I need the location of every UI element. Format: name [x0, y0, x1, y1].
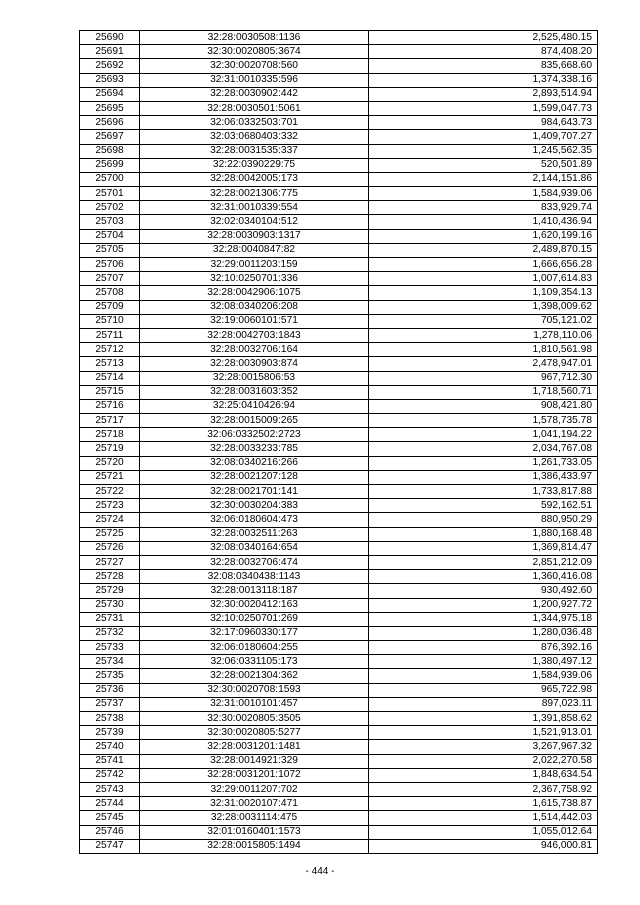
cadastral-number-cell: 32:28:0030902:442	[140, 87, 369, 101]
cadastral-number-cell: 32:28:0031114:475	[140, 811, 369, 825]
table-row	[80, 399, 598, 413]
row-number-cell: 25731	[80, 612, 140, 626]
row-number-cell: 25701	[80, 187, 140, 201]
amount-cell: 1,386,433.97	[369, 470, 598, 484]
table-row	[80, 187, 598, 201]
row-number-cell: 25713	[80, 357, 140, 371]
table-row	[80, 669, 598, 683]
cadastral-number-cell: 32:31:0010101:457	[140, 697, 369, 711]
amount-cell: 2,489,870.15	[369, 243, 598, 257]
table-row	[80, 130, 598, 144]
amount-cell: 965,722.98	[369, 683, 598, 697]
table-row	[80, 584, 598, 598]
cadastral-number-cell: 32:17:0960330:177	[140, 626, 369, 640]
row-number-cell: 25705	[80, 243, 140, 257]
table-body	[80, 31, 598, 854]
data-table	[79, 30, 598, 854]
row-number-cell: 25737	[80, 697, 140, 711]
row-number-cell: 25736	[80, 683, 140, 697]
amount-cell: 2,893,514.94	[369, 87, 598, 101]
table-row	[80, 201, 598, 215]
row-number-cell: 25697	[80, 130, 140, 144]
cadastral-number-cell: 32:06:0180604:473	[140, 513, 369, 527]
table-row	[80, 414, 598, 428]
amount-cell: 520,501.89	[369, 158, 598, 172]
row-number-cell: 25712	[80, 343, 140, 357]
row-number-cell: 25700	[80, 172, 140, 186]
table-row	[80, 371, 598, 385]
cadastral-number-cell: 32:28:0032706:164	[140, 343, 369, 357]
amount-cell: 1,666,656.28	[369, 258, 598, 272]
cadastral-number-cell: 32:28:0031603:352	[140, 385, 369, 399]
amount-cell: 984,643.73	[369, 116, 598, 130]
table-row	[80, 73, 598, 87]
table-row	[80, 343, 598, 357]
table-row	[80, 314, 598, 328]
cadastral-number-cell: 32:28:0014921:329	[140, 754, 369, 768]
row-number-cell: 25690	[80, 31, 140, 45]
row-number-cell: 25693	[80, 73, 140, 87]
table-row	[80, 158, 598, 172]
amount-cell: 2,478,947.01	[369, 357, 598, 371]
amount-cell: 1,848,634.54	[369, 768, 598, 782]
row-number-cell: 25695	[80, 101, 140, 115]
cadastral-number-cell: 32:06:0332502:2723	[140, 428, 369, 442]
cadastral-number-cell: 32:28:0031201:1072	[140, 768, 369, 782]
table-row	[80, 797, 598, 811]
row-number-cell: 25726	[80, 541, 140, 555]
table-row	[80, 59, 598, 73]
row-number-cell: 25728	[80, 570, 140, 584]
amount-cell: 1,007,614.83	[369, 272, 598, 286]
table-row	[80, 570, 598, 584]
amount-cell: 1,374,338.16	[369, 73, 598, 87]
cadastral-number-cell: 32:28:0042906:1075	[140, 286, 369, 300]
table-row	[80, 243, 598, 257]
table-row	[80, 328, 598, 342]
table-row	[80, 726, 598, 740]
cadastral-number-cell: 32:28:0021304:362	[140, 669, 369, 683]
cadastral-number-cell: 32:31:0020107:471	[140, 797, 369, 811]
cadastral-number-cell: 32:06:0180604:255	[140, 641, 369, 655]
table-row	[80, 641, 598, 655]
amount-cell: 908,421.80	[369, 399, 598, 413]
row-number-cell: 25692	[80, 59, 140, 73]
row-number-cell: 25710	[80, 314, 140, 328]
row-number-cell: 25734	[80, 655, 140, 669]
table-row	[80, 740, 598, 754]
row-number-cell: 25716	[80, 399, 140, 413]
amount-cell: 1,344,975.18	[369, 612, 598, 626]
row-number-cell: 25742	[80, 768, 140, 782]
amount-cell: 2,367,758.92	[369, 782, 598, 796]
cadastral-number-cell: 32:08:0340216:266	[140, 456, 369, 470]
amount-cell: 1,360,416.08	[369, 570, 598, 584]
cadastral-number-cell: 32:28:0015805:1494	[140, 839, 369, 853]
row-number-cell: 25722	[80, 485, 140, 499]
cadastral-number-cell: 32:22:0390229:75	[140, 158, 369, 172]
cadastral-number-cell: 32:06:0332503:701	[140, 116, 369, 130]
cadastral-number-cell: 32:10:0250701:336	[140, 272, 369, 286]
cadastral-number-cell: 32:28:0031535:337	[140, 144, 369, 158]
cadastral-number-cell: 32:30:0020805:3674	[140, 45, 369, 59]
row-number-cell: 25691	[80, 45, 140, 59]
amount-cell: 946,000.81	[369, 839, 598, 853]
table-row	[80, 272, 598, 286]
amount-cell: 2,851,212.09	[369, 555, 598, 569]
row-number-cell: 25704	[80, 229, 140, 243]
cadastral-number-cell: 32:19:0060101:571	[140, 314, 369, 328]
table-row	[80, 258, 598, 272]
row-number-cell: 25740	[80, 740, 140, 754]
row-number-cell: 25723	[80, 499, 140, 513]
amount-cell: 1,055,012.64	[369, 825, 598, 839]
table-row	[80, 754, 598, 768]
amount-cell: 1,398,009.62	[369, 300, 598, 314]
cadastral-number-cell: 32:06:0331105:173	[140, 655, 369, 669]
table-row	[80, 357, 598, 371]
table-row	[80, 655, 598, 669]
amount-cell: 2,525,480.15	[369, 31, 598, 45]
row-number-cell: 25733	[80, 641, 140, 655]
row-number-cell: 25696	[80, 116, 140, 130]
row-number-cell: 25727	[80, 555, 140, 569]
row-number-cell: 25721	[80, 470, 140, 484]
amount-cell: 1,578,735.78	[369, 414, 598, 428]
row-number-cell: 25699	[80, 158, 140, 172]
cadastral-number-cell: 32:30:0020805:5277	[140, 726, 369, 740]
table-row	[80, 116, 598, 130]
table-row	[80, 229, 598, 243]
amount-cell: 1,880,168.48	[369, 527, 598, 541]
cadastral-number-cell: 32:28:0042703:1843	[140, 328, 369, 342]
amount-cell: 1,521,913.01	[369, 726, 598, 740]
row-number-cell: 25732	[80, 626, 140, 640]
row-number-cell: 25735	[80, 669, 140, 683]
table-row	[80, 513, 598, 527]
row-number-cell: 25694	[80, 87, 140, 101]
table-row	[80, 555, 598, 569]
amount-cell: 967,712.30	[369, 371, 598, 385]
row-number-cell: 25698	[80, 144, 140, 158]
row-number-cell: 25746	[80, 825, 140, 839]
row-number-cell: 25706	[80, 258, 140, 272]
amount-cell: 1,810,561.98	[369, 343, 598, 357]
cadastral-number-cell: 32:28:0032706:474	[140, 555, 369, 569]
amount-cell: 876,392.16	[369, 641, 598, 655]
table-row	[80, 442, 598, 456]
table-row	[80, 839, 598, 853]
cadastral-number-cell: 32:03:0680403:332	[140, 130, 369, 144]
table-row	[80, 527, 598, 541]
row-number-cell: 25714	[80, 371, 140, 385]
cadastral-number-cell: 32:08:0340206:208	[140, 300, 369, 314]
cadastral-number-cell: 32:28:0021207:128	[140, 470, 369, 484]
amount-cell: 1,261,733.05	[369, 456, 598, 470]
amount-cell: 592,162.51	[369, 499, 598, 513]
table-row	[80, 697, 598, 711]
table-row	[80, 712, 598, 726]
row-number-cell: 25739	[80, 726, 140, 740]
cadastral-number-cell: 32:28:0021306:775	[140, 187, 369, 201]
table-row	[80, 768, 598, 782]
cadastral-number-cell: 32:28:0030501:5061	[140, 101, 369, 115]
row-number-cell: 25708	[80, 286, 140, 300]
amount-cell: 930,492.60	[369, 584, 598, 598]
cadastral-number-cell: 32:31:0010335:596	[140, 73, 369, 87]
amount-cell: 880,950.29	[369, 513, 598, 527]
row-number-cell: 25715	[80, 385, 140, 399]
table-row	[80, 485, 598, 499]
amount-cell: 2,022,270.58	[369, 754, 598, 768]
amount-cell: 1,733,817.88	[369, 485, 598, 499]
cadastral-number-cell: 32:29:0011203:159	[140, 258, 369, 272]
amount-cell: 1,718,560.71	[369, 385, 598, 399]
table-row	[80, 456, 598, 470]
table-row	[80, 626, 598, 640]
row-number-cell: 25747	[80, 839, 140, 853]
amount-cell: 1,514,442.03	[369, 811, 598, 825]
amount-cell: 1,369,814.47	[369, 541, 598, 555]
row-number-cell: 25707	[80, 272, 140, 286]
table-row	[80, 428, 598, 442]
row-number-cell: 25720	[80, 456, 140, 470]
table-row	[80, 811, 598, 825]
row-number-cell: 25711	[80, 328, 140, 342]
row-number-cell: 25730	[80, 598, 140, 612]
amount-cell: 1,280,036.48	[369, 626, 598, 640]
amount-cell: 833,929.74	[369, 201, 598, 215]
cadastral-number-cell: 32:30:0030204:383	[140, 499, 369, 513]
table-row	[80, 825, 598, 839]
cadastral-number-cell: 32:28:0033233:785	[140, 442, 369, 456]
cadastral-number-cell: 32:28:0030508:1136	[140, 31, 369, 45]
table-row	[80, 385, 598, 399]
cadastral-number-cell: 32:02:0340104:512	[140, 215, 369, 229]
table-row	[80, 101, 598, 115]
cadastral-number-cell: 32:01:0160401:1573	[140, 825, 369, 839]
table-row	[80, 782, 598, 796]
row-number-cell: 25729	[80, 584, 140, 598]
cadastral-number-cell: 32:08:0340164:654	[140, 541, 369, 555]
cadastral-number-cell: 32:28:0040847:82	[140, 243, 369, 257]
amount-cell: 835,668.60	[369, 59, 598, 73]
amount-cell: 897,023.11	[369, 697, 598, 711]
amount-cell: 1,620,199.16	[369, 229, 598, 243]
amount-cell: 705,121.02	[369, 314, 598, 328]
cadastral-number-cell: 32:08:0340438:1143	[140, 570, 369, 584]
amount-cell: 3,267,967.32	[369, 740, 598, 754]
row-number-cell: 25743	[80, 782, 140, 796]
row-number-cell: 25745	[80, 811, 140, 825]
row-number-cell: 25744	[80, 797, 140, 811]
table-row	[80, 215, 598, 229]
amount-cell: 2,144,151.86	[369, 172, 598, 186]
cadastral-number-cell: 32:28:0030903:874	[140, 357, 369, 371]
table-row	[80, 541, 598, 555]
table-row	[80, 499, 598, 513]
row-number-cell: 25725	[80, 527, 140, 541]
table-row	[80, 172, 598, 186]
page-number: - 444 -	[305, 866, 335, 877]
table-row	[80, 45, 598, 59]
cadastral-number-cell: 32:30:0020805:3505	[140, 712, 369, 726]
row-number-cell: 25719	[80, 442, 140, 456]
amount-cell: 1,409,707.27	[369, 130, 598, 144]
cadastral-number-cell: 32:28:0013118:187	[140, 584, 369, 598]
amount-cell: 1,584,939.06	[369, 187, 598, 201]
amount-cell: 1,041,194.22	[369, 428, 598, 442]
table-row	[80, 87, 598, 101]
amount-cell: 1,278,110.06	[369, 328, 598, 342]
amount-cell: 2,034,767.08	[369, 442, 598, 456]
table-row	[80, 286, 598, 300]
cadastral-number-cell: 32:30:0020708:560	[140, 59, 369, 73]
amount-cell: 874,408.20	[369, 45, 598, 59]
table-row	[80, 31, 598, 45]
cadastral-number-cell: 32:29:0011207:702	[140, 782, 369, 796]
amount-cell: 1,599,047.73	[369, 101, 598, 115]
cadastral-number-cell: 32:28:0042005:173	[140, 172, 369, 186]
amount-cell: 1,615,738.87	[369, 797, 598, 811]
amount-cell: 1,200,927.72	[369, 598, 598, 612]
row-number-cell: 25709	[80, 300, 140, 314]
row-number-cell: 25738	[80, 712, 140, 726]
cadastral-number-cell: 32:28:0032511:263	[140, 527, 369, 541]
amount-cell: 1,245,562.35	[369, 144, 598, 158]
table-row	[80, 612, 598, 626]
table-row	[80, 683, 598, 697]
cadastral-number-cell: 32:31:0010339:554	[140, 201, 369, 215]
cadastral-number-cell: 32:30:0020412:163	[140, 598, 369, 612]
table-row	[80, 598, 598, 612]
row-number-cell: 25717	[80, 414, 140, 428]
row-number-cell: 25724	[80, 513, 140, 527]
cadastral-number-cell: 32:25:0410426:94	[140, 399, 369, 413]
cadastral-number-cell: 32:30:0020708:1593	[140, 683, 369, 697]
cadastral-number-cell: 32:10:0250701:269	[140, 612, 369, 626]
row-number-cell: 25718	[80, 428, 140, 442]
cadastral-number-cell: 32:28:0015806:53	[140, 371, 369, 385]
cadastral-number-cell: 32:28:0030903:1317	[140, 229, 369, 243]
cadastral-number-cell: 32:28:0015009:265	[140, 414, 369, 428]
amount-cell: 1,584,939.06	[369, 669, 598, 683]
table-row	[80, 470, 598, 484]
row-number-cell: 25703	[80, 215, 140, 229]
amount-cell: 1,391,858.62	[369, 712, 598, 726]
table-row	[80, 300, 598, 314]
amount-cell: 1,410,436.94	[369, 215, 598, 229]
amount-cell: 1,109,354.13	[369, 286, 598, 300]
cadastral-number-cell: 32:28:0031201:1481	[140, 740, 369, 754]
cadastral-number-cell: 32:28:0021701:141	[140, 485, 369, 499]
table-row	[80, 144, 598, 158]
amount-cell: 1,380,497.12	[369, 655, 598, 669]
row-number-cell: 25702	[80, 201, 140, 215]
row-number-cell: 25741	[80, 754, 140, 768]
